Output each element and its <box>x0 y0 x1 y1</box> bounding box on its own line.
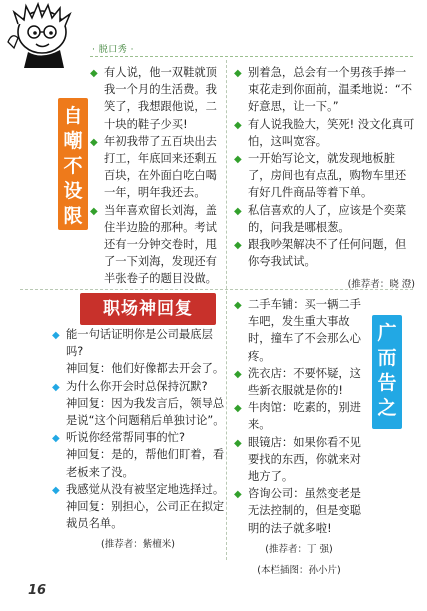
self-mock-list <box>88 64 222 288</box>
page-header <box>0 0 427 62</box>
list-item: ◆ 眼镜店：如果你看不见要找的东西，你就来对地方了。 <box>234 435 361 484</box>
header-divider <box>90 56 413 57</box>
recommender-credit: (推荐者：紫檀米) <box>101 539 175 551</box>
list-item: ◆ 咨询公司：虽然变老是无法控制的，但是变聪明的法子就多啦! <box>234 487 361 535</box>
diamond-bullet-icon: ◆ <box>234 403 242 415</box>
question-item: ◆ 我感觉从没有被坚定地选择过。 <box>50 481 226 498</box>
diamond-bullet-icon: ◆ <box>234 437 242 449</box>
question-item: ◆ 能一句话证明你是公司最底层吗? <box>52 328 213 359</box>
column-divider <box>226 60 227 560</box>
diamond-bullet-icon: ◆ <box>234 489 242 501</box>
diamond-bullet-icon: ◆ <box>52 484 60 496</box>
title-self-mock: 自 嘲 不 设 限 <box>58 98 88 230</box>
list-item: ◆ 二手车铺：买一辆二手车吧，发生重大事故时，撞车了不会那么心疼。 <box>234 298 361 363</box>
answer-item: 神回复：别担心，公司正在拟定裁员名单。 <box>66 500 225 531</box>
ad-list <box>232 296 366 579</box>
title-ad: 广 而 告 之 <box>372 315 402 429</box>
diamond-bullet-icon: ◆ <box>90 205 98 217</box>
list-item: ◆ 年初我带了五百块出去打工，年底回来还剩五百块，在外面白吃白喝一年，明年我还去。 <box>90 134 217 200</box>
self-mock-list-continued <box>232 64 415 294</box>
diamond-bullet-icon: ◆ <box>234 68 242 79</box>
diamond-bullet-icon: ◆ <box>234 205 242 217</box>
diamond-bullet-icon: ◆ <box>52 381 60 393</box>
answer-item: 神回复：是的，帮他们盯着，看老板来了没。 <box>66 448 225 479</box>
list-item: ◆ 有人说我脸大，笑死! 没文化真可怕，这叫宽容。 <box>234 117 415 148</box>
list-item: ◆ 别着急，总会有一个男孩手捧一束花走到你面前，温柔地说：“不好意思，让一下。” <box>234 66 413 114</box>
recommender-credit: (推荐者：晓 澄) <box>347 279 415 291</box>
section-label: · 脱口秀 · <box>92 45 134 55</box>
diamond-bullet-icon: ◆ <box>234 154 242 166</box>
list-item: ◆ 牛肉馆：吃素的，别进来。 <box>234 401 361 432</box>
list-item: ◆ 跟我吵架解决不了任何问题，但你夸我试试。 <box>234 238 407 269</box>
title-workplace: 职场神回复 <box>80 293 216 325</box>
recommender-credit: (推荐者：丁 强) <box>265 543 333 555</box>
list-item: ◆ 有人说，他一双鞋就顶我一个月的生活费。我笑了，我想跟他说，二十块的鞋子少买! <box>90 66 217 131</box>
workplace-qa-list <box>50 326 226 554</box>
answer-item: 神回复：他们好像都去开会了。 <box>66 362 225 376</box>
list-item: ◆ 当年喜欢留长刘海，盖住半边脸的那种。考试还有一分钟交卷时，甩了一下刘海，发现还有半张卷子的题目没做。 <box>90 203 217 286</box>
diamond-bullet-icon: ◆ <box>234 119 242 131</box>
diamond-bullet-icon: ◆ <box>234 300 242 311</box>
list-item: ◆ 私信喜欢的人了，应该是个奕菜的，问我是哪根葱。 <box>234 203 407 234</box>
list-item: ◆ 洗衣店：不要怀疑，这些新衣服就是你的! <box>234 366 361 398</box>
list-item: ◆ 一开始写论文，就发现地板脏了，房间也有点乱，购物车里还有好几件商品等着下单。 <box>234 152 407 200</box>
diamond-bullet-icon: ◆ <box>52 330 60 341</box>
question-item: ◆ 听说你经常帮同事的忙? <box>50 429 226 446</box>
diamond-bullet-icon: ◆ <box>234 240 242 252</box>
diamond-bullet-icon: ◆ <box>234 368 242 380</box>
cartoon-man-illustration <box>2 2 86 68</box>
answer-item: 神回复：因为我发言后，领导总是说“这个问题稍后单独讨论”。 <box>66 396 225 428</box>
illustration-credit: (本栏插图：孙小片) <box>257 565 341 577</box>
diamond-bullet-icon: ◆ <box>90 136 98 148</box>
page-number: 16 <box>28 583 47 598</box>
question-item: ◆ 为什么你开会时总保持沉默? <box>50 378 226 395</box>
diamond-bullet-icon: ◆ <box>90 68 98 79</box>
diamond-bullet-icon: ◆ <box>52 433 60 445</box>
